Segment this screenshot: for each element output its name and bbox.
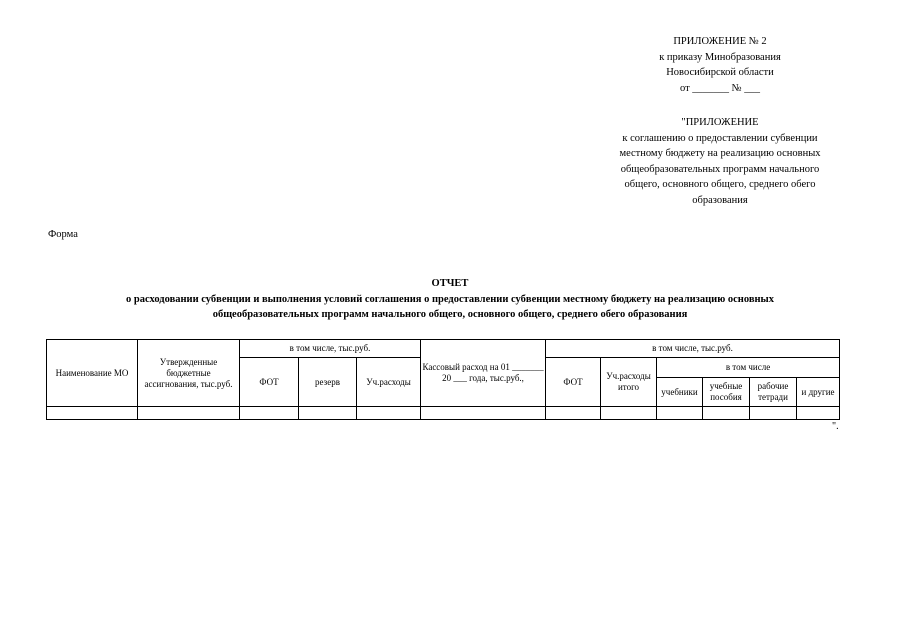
agreement-appendix-line: общеобразовательных программ начального: [620, 163, 820, 175]
table-cell[interactable]: [138, 407, 240, 420]
header-reserve: резерв: [299, 358, 357, 407]
table-cell[interactable]: [703, 407, 750, 420]
table-cell[interactable]: [47, 407, 138, 420]
header-study-manuals: учебные пособия: [703, 378, 750, 407]
report-heading: [20, 276, 880, 323]
header-fot-1: ФОТ: [240, 358, 299, 407]
header-fot-2: ФОТ: [546, 358, 601, 407]
header-workbooks: рабочие тетради: [750, 378, 797, 407]
report-subtitle: общеобразовательных программ начального общего, основного общего, среднего обего образования: [212, 309, 688, 320]
header-including-subgroup: в том числе: [657, 358, 840, 378]
header-mo: Наименование МО: [47, 340, 138, 407]
appendix-header: [560, 34, 880, 96]
report-subtitle: о расходовании субвенции и выполнения условий соглашения о предоставлении субвенции местному бюджету на реализацию основных: [126, 293, 774, 305]
closing-quote: ".: [832, 421, 839, 432]
table-cell[interactable]: [546, 407, 601, 420]
appendix-region: Новосибирской области: [666, 67, 774, 78]
header-approved-allocations: Утвержденные бюджетные ассигнования, тыс.руб.: [138, 340, 240, 407]
header-teaching-expenses-1: Уч.расходы: [357, 358, 421, 407]
report-title: ОТЧЕТ: [431, 278, 469, 289]
table-cell[interactable]: [357, 407, 421, 420]
table-cell[interactable]: [240, 407, 299, 420]
header-others: и другие: [797, 378, 840, 407]
agreement-appendix-line: образования: [692, 194, 748, 206]
appendix-date-number: от _______ № ___: [679, 82, 761, 94]
agreement-appendix-line: общего, основного общего, среднего обего: [624, 179, 816, 190]
agreement-appendix-line: местному бюджету на реализацию основных: [619, 148, 821, 159]
table-cell[interactable]: [797, 407, 840, 420]
agreement-appendix-line: к соглашению о предоставлении субвенции: [622, 132, 818, 144]
header-including-group-2: в том числе, тыс.руб.: [546, 340, 840, 358]
table-cell[interactable]: [750, 407, 797, 420]
form-label: Форма: [48, 229, 78, 240]
table-cell[interactable]: [421, 407, 546, 420]
appendix-title: ПРИЛОЖЕНИЕ № 2: [673, 36, 767, 47]
header-cash-expense: Кассовый расход на 01 _______ 20 ___ года, тыс.руб.,: [421, 340, 546, 407]
agreement-appendix-title: "ПРИЛОЖЕНИЕ: [681, 117, 759, 128]
table-cell[interactable]: [657, 407, 703, 420]
header-textbooks: учебники: [657, 378, 703, 407]
table-cell[interactable]: [601, 407, 657, 420]
table-row: [47, 407, 840, 420]
agreement-appendix-header: [560, 115, 880, 208]
table-cell[interactable]: [299, 407, 357, 420]
header-including-group-1: в том числе, тыс.руб.: [240, 340, 421, 358]
header-teaching-expenses-total: Уч.расходы итого: [601, 358, 657, 407]
appendix-order-ref: к приказу Минобразования: [659, 51, 781, 63]
report-table: [46, 339, 840, 420]
